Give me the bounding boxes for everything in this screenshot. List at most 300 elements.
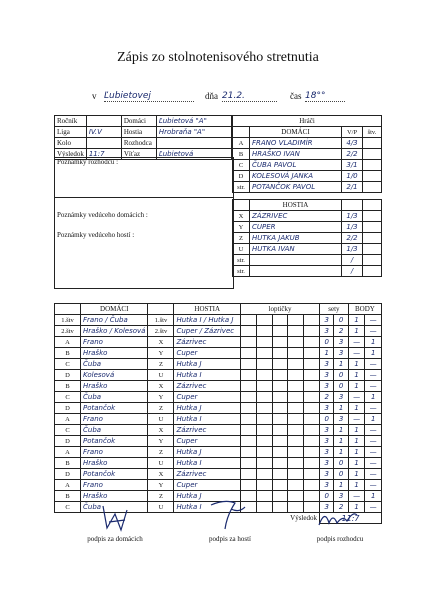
match-row [55, 436, 382, 447]
match-hostia-code: U [148, 370, 174, 381]
player-name [250, 255, 342, 266]
match-ball-score [256, 458, 272, 469]
match-row [55, 315, 382, 326]
match-ball-score [288, 348, 304, 359]
match-ball-score [272, 381, 288, 392]
match-points-away: — [365, 403, 382, 414]
stv-header: štv. [363, 127, 382, 138]
match-points-away: 1 [365, 491, 382, 502]
match-sets-home: 0 [320, 414, 334, 425]
match-domaci-code: B [55, 458, 81, 469]
player-row [233, 233, 382, 244]
match-hostia-name: Hutka J [174, 447, 241, 458]
match-domaci-code: B [55, 491, 81, 502]
match-sets-away: 3 [334, 491, 348, 502]
match-points-home: — [348, 337, 365, 348]
hostia-label: Hostia [121, 127, 156, 138]
match-row [55, 480, 382, 491]
match-ball-score [241, 337, 257, 348]
signature-hostia-label: podpis za hostí [209, 535, 251, 543]
match-ball-score [256, 502, 272, 513]
match-ball-score [288, 359, 304, 370]
match-ball-score [272, 370, 288, 381]
match-points-home: — [348, 414, 365, 425]
match-ball-score [256, 414, 272, 425]
player-letter: Z [233, 233, 250, 244]
match-hostia-name: Hutka I [174, 502, 241, 513]
match-ball-score [241, 436, 257, 447]
match-domaci-name: Kolesová [81, 370, 148, 381]
match-points-away: — [365, 326, 382, 337]
match-ball-score [272, 469, 288, 480]
signature-hostia-mark [205, 495, 250, 535]
player-name: FRANO VLADIMÍR [250, 138, 342, 149]
match-hostia-code: U [148, 414, 174, 425]
player-letter: str. [233, 255, 250, 266]
match-ball-score [304, 469, 320, 480]
match-ball-score [241, 392, 257, 403]
match-ball-score [272, 502, 288, 513]
match-domaci-name: Frano [81, 480, 148, 491]
player-vp: 2/2 [342, 233, 363, 244]
match-sets-away: 0 [334, 315, 348, 326]
match-ball-score [288, 480, 304, 491]
match-hostia-name: Zázrivec [174, 337, 241, 348]
match-sets-away: 2 [334, 502, 348, 513]
match-ball-score [304, 359, 320, 370]
match-ball-score [288, 414, 304, 425]
player-row [233, 222, 382, 233]
match-hostia-name: Hutka I [174, 414, 241, 425]
match-sets-away: 0 [334, 458, 348, 469]
liga-value: IV.V [86, 127, 121, 138]
match-points-home: 1 [348, 359, 365, 370]
match-domaci-name: Potančok [81, 469, 148, 480]
player-letter: str. [233, 266, 250, 277]
match-points-away: — [365, 359, 382, 370]
player-letter: Y [233, 222, 250, 233]
match-hostia-code: X [148, 469, 174, 480]
match-points-away: — [365, 436, 382, 447]
match-sets-away: 3 [334, 414, 348, 425]
match-ball-score [272, 480, 288, 491]
match-ball-score [256, 326, 272, 337]
match-ball-score [241, 381, 257, 392]
match-points-home: 1 [348, 381, 365, 392]
match-sets-away: 2 [334, 326, 348, 337]
liga-label: Liga [55, 127, 87, 138]
match-domaci-code: B [55, 381, 81, 392]
match-hostia-code: Y [148, 436, 174, 447]
match-hostia-name: Cuper / Zázrivec [174, 326, 241, 337]
player-row [233, 255, 382, 266]
notes-box [54, 157, 234, 289]
match-sets-home: 3 [320, 403, 334, 414]
match-ball-score [272, 326, 288, 337]
match-points-away: — [365, 425, 382, 436]
player-row [233, 244, 382, 255]
match-ball-score [288, 502, 304, 513]
signature-domaci-label: podpis za domácich [87, 535, 143, 543]
lopticky-header: loptičky [241, 304, 320, 315]
match-ball-score [272, 337, 288, 348]
match-points-away: 1 [365, 337, 382, 348]
match-domaci-code: D [55, 469, 81, 480]
match-points-home: 1 [348, 370, 365, 381]
match-ball-score [241, 315, 257, 326]
match-sets-away: 0 [334, 469, 348, 480]
player-vp: 2/1 [342, 182, 363, 193]
players-table [232, 115, 382, 277]
match-sets-away: 1 [334, 480, 348, 491]
match-hostia-code: Y [148, 348, 174, 359]
match-row [55, 392, 382, 403]
players-hostia-header: HOSTIA [250, 200, 342, 211]
match-ball-score [256, 392, 272, 403]
player-stv [363, 266, 382, 277]
player-row [233, 182, 382, 193]
match-row [55, 370, 382, 381]
match-hostia-code: X [148, 425, 174, 436]
match-domaci-code: A [55, 447, 81, 458]
match-hostia-name: Cuper [174, 436, 241, 447]
match-domaci-code: C [55, 425, 81, 436]
match-hostia-code: X [148, 337, 174, 348]
match-sets-away: 3 [334, 392, 348, 403]
match-ball-score [241, 458, 257, 469]
match-ball-score [304, 370, 320, 381]
player-name: HUTKA JAKUB [250, 233, 342, 244]
match-points-home: 1 [348, 326, 365, 337]
match-hostia-name: Hutka I [174, 458, 241, 469]
match-domaci-code: D [55, 403, 81, 414]
match-ball-score [304, 414, 320, 425]
match-points-home: 1 [348, 315, 365, 326]
match-domaci-code: A [55, 337, 81, 348]
match-ball-score [304, 403, 320, 414]
match-ball-score [288, 425, 304, 436]
match-row [55, 326, 382, 337]
match-points-home: 1 [348, 458, 365, 469]
match-ball-score [256, 337, 272, 348]
match-points-away: — [365, 381, 382, 392]
match-ball-score [241, 403, 257, 414]
match-hostia-code: Z [148, 403, 174, 414]
player-stv [363, 171, 382, 182]
match-ball-score [256, 359, 272, 370]
match-domaci-name: Hraško / Kolesová [81, 326, 148, 337]
notes-domacich: Poznámky vedúceho domácich : [57, 211, 148, 219]
match-ball-score [256, 491, 272, 502]
player-name: ZÁZRIVEC [250, 211, 342, 222]
match-ball-score [304, 425, 320, 436]
player-name [250, 266, 342, 277]
match-row [55, 348, 382, 359]
player-name: ČUBA PAVOL [250, 160, 342, 171]
match-points-away: 1 [365, 348, 382, 359]
match-hostia-code: Y [148, 392, 174, 403]
player-name: POTANČOK PAVOL [250, 182, 342, 193]
players-domaci-header: DOMÁCI [250, 127, 342, 138]
match-points-away: — [365, 502, 382, 513]
match-ball-score [256, 480, 272, 491]
vitaz-label: Víťaz [121, 149, 156, 160]
match-domaci-code: A [55, 480, 81, 491]
match-sets-away: 1 [334, 359, 348, 370]
match-sets-home: 0 [320, 337, 334, 348]
player-row [233, 266, 382, 277]
match-ball-score [288, 392, 304, 403]
match-ball-score [241, 359, 257, 370]
player-vp: / [342, 255, 363, 266]
match-sets-away: 3 [334, 348, 348, 359]
match-sets-home: 1 [320, 348, 334, 359]
match-ball-score [304, 315, 320, 326]
player-letter: U [233, 244, 250, 255]
place-prefix: v [92, 91, 97, 101]
match-ball-score [272, 403, 288, 414]
rozhodca-label: Rozhodca [121, 138, 156, 149]
player-vp: 1/0 [342, 171, 363, 182]
match-ball-score [241, 370, 257, 381]
match-ball-score [256, 436, 272, 447]
match-points-away: — [365, 315, 382, 326]
match-sets-home: 3 [320, 425, 334, 436]
match-sets-home: 3 [320, 469, 334, 480]
match-ball-score [304, 337, 320, 348]
match-ball-score [256, 425, 272, 436]
match-points-home: 1 [348, 480, 365, 491]
match-hostia-name: Hutka I [174, 370, 241, 381]
player-row [233, 171, 382, 182]
player-row [233, 211, 382, 222]
player-row [233, 138, 382, 149]
match-hostia-name: Zázrivec [174, 425, 241, 436]
body-header: BODY [348, 304, 381, 315]
match-domaci-code: A [55, 414, 81, 425]
match-points-home: 1 [348, 447, 365, 458]
matches-table [54, 303, 382, 524]
match-row [55, 425, 382, 436]
match-ball-score [241, 414, 257, 425]
match-points-home: — [348, 348, 365, 359]
match-sets-home: 3 [320, 381, 334, 392]
match-hostia-name: Hutka J [174, 359, 241, 370]
match-ball-score [304, 326, 320, 337]
player-stv [363, 160, 382, 171]
players-header: Hráči [233, 116, 382, 127]
vp-header: V/P [342, 127, 363, 138]
match-ball-score [241, 425, 257, 436]
match-hostia-name: Cuper [174, 348, 241, 359]
time-label: čas [290, 91, 302, 101]
player-row [233, 149, 382, 160]
match-row [55, 337, 382, 348]
match-ball-score [272, 458, 288, 469]
match-sets-home: 3 [320, 480, 334, 491]
match-row [55, 403, 382, 414]
match-hostia-name: Zázrivec [174, 381, 241, 392]
match-points-home: 1 [348, 425, 365, 436]
match-ball-score [304, 381, 320, 392]
match-ball-score [272, 491, 288, 502]
match-domaci-name: Frano [81, 414, 148, 425]
match-ball-score [272, 414, 288, 425]
match-sets-home: 3 [320, 370, 334, 381]
match-domaci-name: Potančok [81, 403, 148, 414]
match-hostia-code: U [148, 502, 174, 513]
match-points-away: 1 [365, 414, 382, 425]
match-hostia-code: 2.štv [148, 326, 174, 337]
player-stv [363, 138, 382, 149]
match-domaci-code: 1.štv [55, 315, 81, 326]
player-letter: str. [233, 182, 250, 193]
player-name: HRAŠKO IVAN [250, 149, 342, 160]
match-ball-score [256, 315, 272, 326]
match-sets-home: 3 [320, 447, 334, 458]
match-ball-score [288, 381, 304, 392]
hostia-value: Hrobraňa "A" [156, 127, 231, 138]
match-domaci-name: Hraško [81, 348, 148, 359]
match-sets-away: 1 [334, 403, 348, 414]
match-domaci-code: C [55, 359, 81, 370]
match-hostia-name: Cuper [174, 392, 241, 403]
player-vp: 1/3 [342, 244, 363, 255]
signature-rozhodca-label: podpis rozhodcu [316, 535, 364, 543]
player-stv [363, 244, 382, 255]
match-domaci-code: D [55, 370, 81, 381]
player-name: KOLESOVÁ JANKA [250, 171, 342, 182]
result-value: 11:7 [320, 513, 382, 524]
match-domaci-code: C [55, 392, 81, 403]
match-hostia-name: Hutka J [174, 491, 241, 502]
notes-hosti: Poznámky vedúceho hostí : [57, 231, 135, 239]
match-ball-score [304, 447, 320, 458]
result-label: Výsledok [290, 513, 317, 522]
match-sets-home: 0 [320, 491, 334, 502]
match-sets-home: 3 [320, 315, 334, 326]
time-value: 18°° [305, 91, 345, 102]
match-points-home: — [348, 392, 365, 403]
match-ball-score [256, 403, 272, 414]
match-ball-score [272, 348, 288, 359]
match-ball-score [288, 326, 304, 337]
match-ball-score [256, 469, 272, 480]
match-ball-score [288, 458, 304, 469]
player-stv [363, 222, 382, 233]
player-stv [363, 182, 382, 193]
match-points-away: 1 [365, 392, 382, 403]
match-points-home: 1 [348, 403, 365, 414]
match-ball-score [304, 458, 320, 469]
match-ball-score [304, 348, 320, 359]
match-row [55, 458, 382, 469]
match-points-away: — [365, 480, 382, 491]
match-row [55, 381, 382, 392]
page-title: Zápis zo stolnotenisového stretnutia [117, 50, 319, 65]
match-hostia-name: Hutka J [174, 403, 241, 414]
player-stv [363, 211, 382, 222]
match-ball-score [241, 480, 257, 491]
player-vp: 4/3 [342, 138, 363, 149]
match-ball-score [288, 337, 304, 348]
match-ball-score [288, 436, 304, 447]
match-domaci-code: D [55, 436, 81, 447]
match-ball-score [304, 491, 320, 502]
match-row [55, 414, 382, 425]
match-ball-score [241, 348, 257, 359]
match-domaci-name: Frano / Čuba [81, 315, 148, 326]
player-vp: / [342, 266, 363, 277]
match-domaci-name: Čuba [81, 359, 148, 370]
match-ball-score [272, 392, 288, 403]
match-hostia-code: X [148, 381, 174, 392]
match-ball-score [256, 370, 272, 381]
match-points-away: — [365, 447, 382, 458]
player-row [233, 160, 382, 171]
match-ball-score [304, 392, 320, 403]
match-row [55, 469, 382, 480]
match-ball-score [241, 469, 257, 480]
vysledok-label: Výsledok [55, 149, 87, 160]
match-sets-home: 3 [320, 458, 334, 469]
match-points-away: — [365, 370, 382, 381]
player-letter: B [233, 149, 250, 160]
match-ball-score [272, 436, 288, 447]
match-ball-score [272, 425, 288, 436]
match-hostia-code: 1.štv [148, 315, 174, 326]
match-ball-score [304, 480, 320, 491]
match-sets-home: 3 [320, 502, 334, 513]
player-vp: 2/2 [342, 149, 363, 160]
match-ball-score [272, 447, 288, 458]
match-sets-home: 3 [320, 359, 334, 370]
match-ball-score [304, 436, 320, 447]
match-hostia-name: Zázrivec [174, 469, 241, 480]
match-ball-score [272, 315, 288, 326]
date-value: 21.2. [222, 91, 277, 102]
vitaz-value: Ľubietová [156, 149, 231, 160]
match-hostia-name: Cuper [174, 480, 241, 491]
player-name: CUPER [250, 222, 342, 233]
match-hostia-code: Z [148, 447, 174, 458]
match-sets-home: 3 [320, 326, 334, 337]
match-points-home: — [348, 491, 365, 502]
signature-domaci-mark [95, 500, 135, 535]
domaci-value: Ľubietová "A" [156, 116, 231, 127]
match-hostia-header: HOSTIA [174, 304, 241, 315]
player-vp: 1/3 [342, 222, 363, 233]
notes-rozhodca: Poznámky rozhodcu : [57, 158, 119, 166]
match-sets-away: 1 [334, 425, 348, 436]
match-domaci-name: Frano [81, 447, 148, 458]
match-ball-score [241, 326, 257, 337]
match-sets-home: 3 [320, 436, 334, 447]
player-vp: 1/3 [342, 211, 363, 222]
signature-rozhodca-mark [315, 505, 360, 535]
match-ball-score [288, 469, 304, 480]
match-hostia-name: Hutka I / Hutka J [174, 315, 241, 326]
match-ball-score [288, 370, 304, 381]
player-stv [363, 233, 382, 244]
match-domaci-name: Čuba [81, 392, 148, 403]
match-hostia-code: Z [148, 491, 174, 502]
match-row [55, 447, 382, 458]
match-ball-score [288, 315, 304, 326]
match-points-home: 1 [348, 502, 365, 513]
match-points-home: 1 [348, 436, 365, 447]
match-sets-home: 2 [320, 392, 334, 403]
